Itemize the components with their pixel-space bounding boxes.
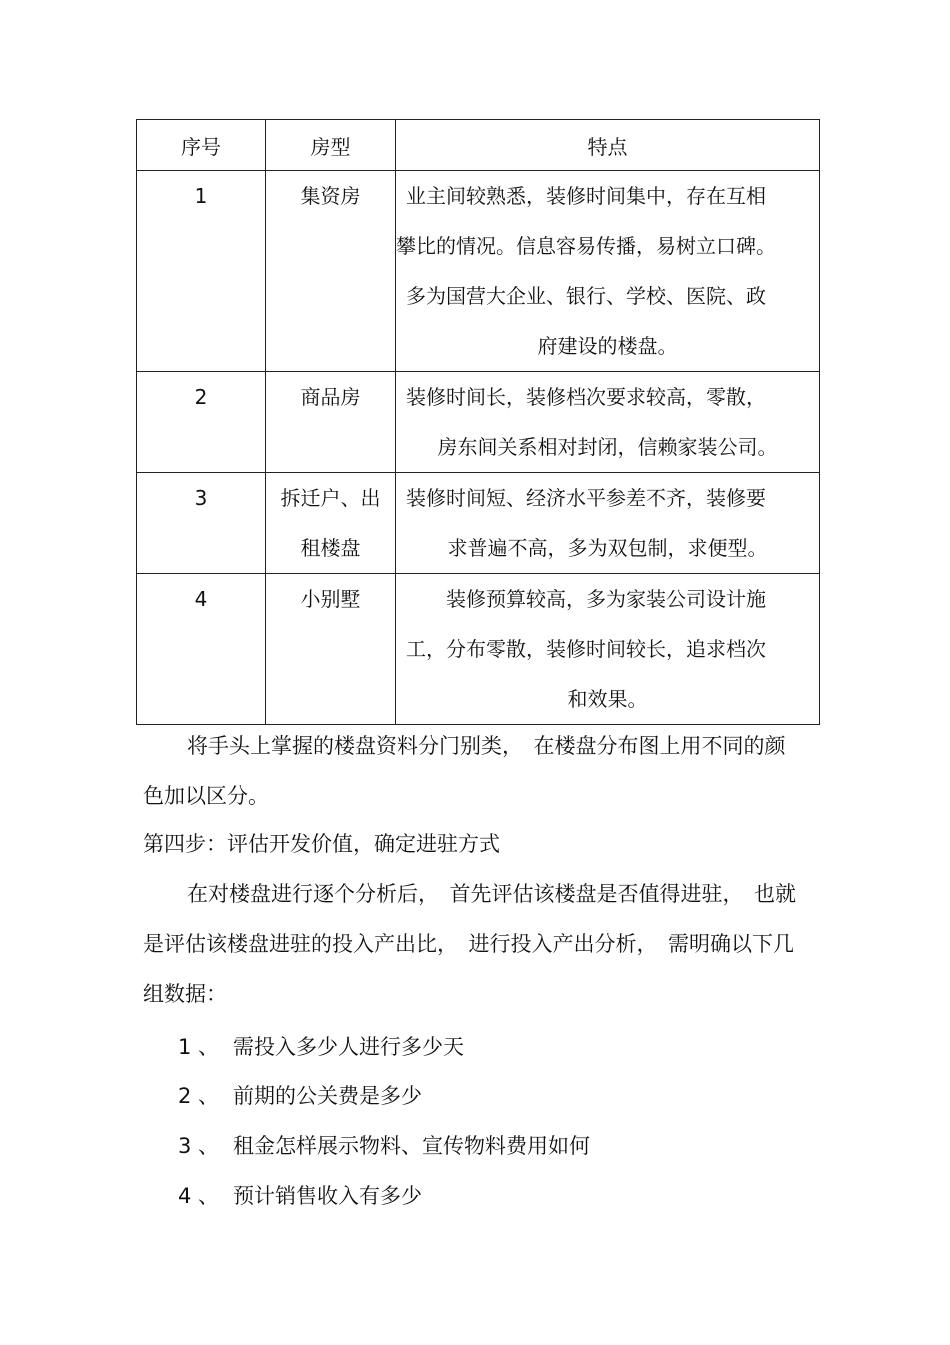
list-item (178, 1080, 422, 1110)
house-type-line: 小别墅 (300, 587, 361, 611)
row-features (396, 473, 820, 574)
feature-line: 业主间较熟悉，装修时间集中，存在互相 (406, 184, 766, 208)
table-header-row (137, 120, 820, 171)
house-type-line: 集资房 (300, 184, 361, 208)
feature-line: 和效果。 (567, 687, 648, 711)
list-text: 前期的公关费是多少 (233, 1084, 422, 1108)
list-number: 1 、 (178, 1035, 220, 1059)
header-features: 特点 (396, 120, 820, 171)
paragraph-line: 在对楼盘进行逐个分析后， 首先评估该楼盘是否值得进驻， 也就 (187, 882, 796, 906)
row-number: 1 (137, 171, 266, 372)
row-number: 4 (137, 574, 266, 725)
table-row (137, 473, 820, 574)
row-number: 3 (137, 473, 266, 574)
paragraph-line: 组数据： (143, 982, 227, 1006)
house-type-line: 商品房 (300, 385, 361, 409)
feature-line: 攀比的情况。信息容易传播，易树立口碑。 (396, 234, 776, 258)
paragraph-line: 色加以区分。 (143, 784, 269, 808)
list-number: 4 、 (178, 1184, 220, 1208)
paragraph-line: 是评估该楼盘进驻的投入产出比， 进行投入产出分析， 需明确以下几 (143, 932, 794, 956)
table-row (137, 372, 820, 473)
row-features (396, 372, 820, 473)
list-item (178, 1031, 464, 1061)
feature-line: 装修预算较高，多为家装公司设计施 (446, 587, 766, 611)
list-item (178, 1130, 590, 1160)
step-heading: 第四步：评估开发价值，确定进驻方式 (143, 832, 500, 856)
list-text: 预计销售收入有多少 (233, 1184, 422, 1208)
table-row (137, 574, 820, 725)
header-serial: 序号 (137, 120, 266, 171)
row-house-type (266, 473, 396, 574)
row-house-type (266, 171, 396, 372)
feature-line: 装修时间长，装修档次要求较高，零散， (406, 385, 766, 409)
housing-type-table (136, 119, 820, 725)
feature-line: 府建设的楼盘。 (537, 334, 678, 358)
row-features (396, 574, 820, 725)
row-house-type (266, 372, 396, 473)
list-text: 需投入多少人进行多少天 (233, 1035, 464, 1059)
paragraph-line: 将手头上掌握的楼盘资料分门别类， 在楼盘分布图上用不同的颜 (187, 734, 786, 758)
list-number: 3 、 (178, 1134, 220, 1158)
feature-line: 求普遍不高，多为双包制，求便型。 (447, 536, 768, 560)
list-item (178, 1180, 422, 1210)
feature-line: 多为国营大企业、银行、学校、医院、政 (406, 284, 766, 308)
header-house-type: 房型 (266, 120, 396, 171)
list-number: 2 、 (178, 1084, 220, 1108)
house-type-line: 租楼盘 (300, 536, 361, 560)
row-number: 2 (137, 372, 266, 473)
table-row (137, 171, 820, 372)
house-type-line: 拆迁户、出 (280, 486, 381, 510)
list-text: 租金怎样展示物料、宣传物料费用如何 (233, 1134, 590, 1158)
row-house-type (266, 574, 396, 725)
feature-line: 装修时间短、经济水平参差不齐，装修要 (406, 486, 766, 510)
feature-line: 房东间关系相对封闭，信赖家装公司。 (437, 435, 778, 459)
feature-line: 工，分布零散，装修时间较长，追求档次 (406, 637, 766, 661)
row-features (396, 171, 820, 372)
